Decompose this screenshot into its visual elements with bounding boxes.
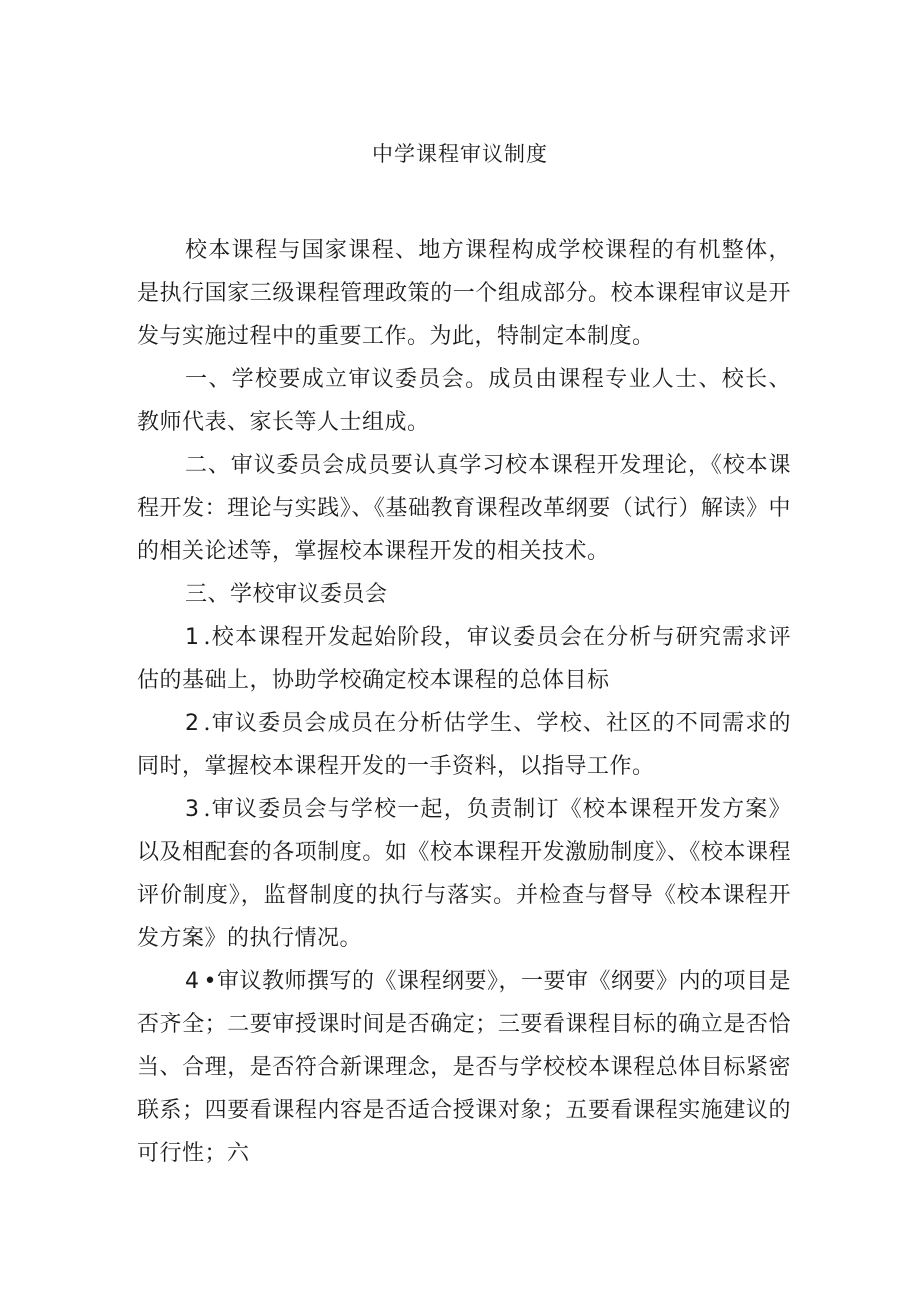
item-number: 2 [185,711,200,736]
paragraph-text: 三、学校审议委员会 [185,582,388,607]
paragraph-intro [137,229,791,358]
item-number: 3 [185,797,200,822]
paragraph-section-3 [137,573,791,616]
paragraph-item-1 [137,616,791,702]
paragraph-item-3 [137,788,791,960]
document-title: 中学课程审议制度 [372,142,548,166]
paragraph-text: 一、学校要成立审议委员会。成员由课程专业人士、校长、教师代表、家长等人士组成。 [137,367,791,435]
paragraph-item-4 [137,960,791,1175]
paragraph-text: .校本课程开发起始阶段，审议委员会在分析与研究需求评估的基础上，协助学校确定校本课程的总体目标 [137,625,791,693]
paragraph-text: .审议委员会与学校一起，负责制订《校本课程开发方案》以及相配套的各项制度。如《校本课程开发激励制度》、《校本课程评价制度》，监督制度的执行与落实。并检查与督导《校本课程开发方案》的执行情况。 [137,797,791,951]
paragraph-text: •审议教师撰写的《课程纲要》，一要审《纲要》内的项目是否齐全；二要审授课时间是否确定；三要看课程目标的确立是否恰当、合理，是否符合新课理念，是否与学校校本课程总体目标紧密联系；四要看课程内容是否适合授课对象；五要看课程实施建议的可行性；六 [137,969,791,1166]
paragraph-text: 校本课程与国家课程、地方课程构成学校课程的有机整体，是执行国家三级课程管理政策的一个组成部分。校本课程审议是开发与实施过程中的重要工作。为此，特制定本制度。 [137,238,791,349]
paragraph-text: 二、审议委员会成员要认真学习校本课程开发理论，《校本课程开发：理论与实践》、《基础教育课程改革纲要（试行）解读》中的相关论述等，掌握校本课程开发的相关技术。 [137,453,791,564]
paragraph-section-2 [137,444,791,573]
item-number: 1 [185,625,200,650]
paragraph-item-2 [137,702,791,788]
document-body [137,229,791,1175]
item-number: 4 [185,969,200,994]
paragraph-text: .审议委员会成员在分析估学生、学校、社区的不同需求的同时，掌握校本课程开发的一手资料，以指导工作。 [137,711,791,779]
paragraph-section-1 [137,358,791,444]
